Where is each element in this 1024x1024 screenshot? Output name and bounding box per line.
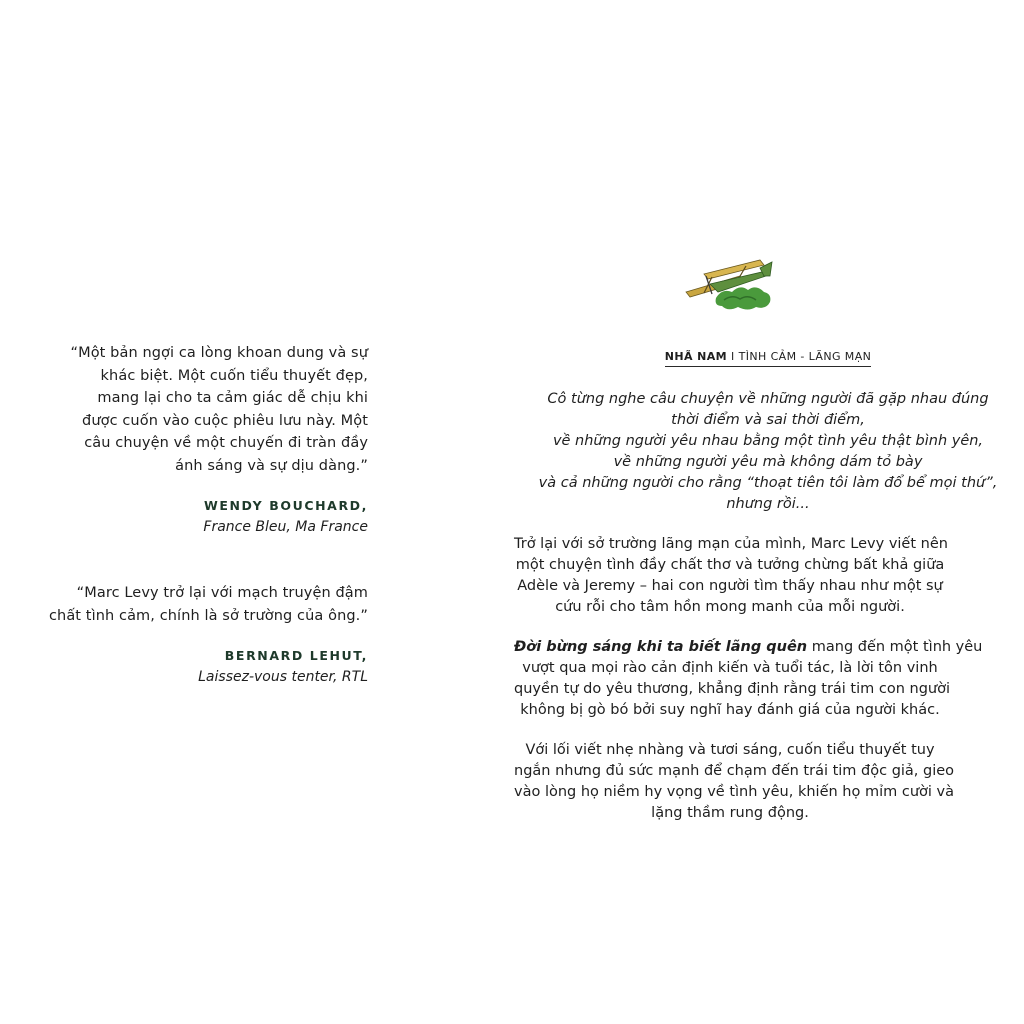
quote-text <box>38 582 368 627</box>
paragraph-line: quyền tự do yêu thương, khẳng định rằng trái tim con người <box>514 681 951 697</box>
paragraph-line: Adèle và Jeremy – hai con người tìm thấy nhau như một sự <box>517 578 943 594</box>
paragraph-line: Trở lại với sở trường lãng mạn của mình, Marc Levy viết nên <box>514 536 948 552</box>
paragraph-line <box>514 637 983 658</box>
quote-source: Laissez-vous tenter, RTL <box>198 669 368 685</box>
intro-line: về những người yêu nhau bằng một tình yêu thật bình yên, <box>552 433 984 449</box>
quote-line: chất tình cảm, chính là sở trường của ông.” <box>48 607 368 624</box>
quote-author: BERNARD LEHUT, <box>224 648 368 663</box>
publisher-name: NHÃ NAM <box>664 350 727 363</box>
description-paragraph-2 <box>514 637 983 721</box>
intro-line: về những người yêu mà không dám tỏ bày <box>613 454 923 470</box>
quote-line: “Marc Levy trở lại với mạch truyện đậm <box>76 585 368 601</box>
quote-source: France Bleu, Ma France <box>203 519 368 535</box>
description-paragraph-3 <box>514 740 955 824</box>
genre-category: TÌNH CẢM - LÃNG MẠN <box>738 350 872 363</box>
paragraph-line: không bị gò bó bởi suy nghĩ hay đánh giá của người khác. <box>520 702 940 718</box>
right-page <box>512 0 1024 1024</box>
paragraph-line: lặng thầm rung động. <box>651 805 809 821</box>
publisher-separator: I <box>730 350 735 363</box>
paragraph-line: vượt qua mọi rào cản định kiến và tuổi tác, là lời tôn vinh <box>522 660 938 676</box>
intro-line: Cô từng nghe câu chuyện về những người đã gặp nhau đúng <box>547 391 989 407</box>
intro-text <box>512 389 1024 515</box>
quote-wendy-bouchard <box>38 342 368 538</box>
paragraph-line: một chuyện tình đầy chất thơ và tưởng chừng bất khả giữa <box>515 557 945 573</box>
quote-line: khác biệt. Một cuốn tiểu thuyết đẹp, <box>100 367 368 384</box>
paragraph-line: cứu rỗi cho tâm hồn mong manh của mỗi người. <box>555 599 905 615</box>
book-title: Đời bừng sáng khi ta biết lãng quên <box>514 639 808 655</box>
publisher-category-line <box>512 350 1024 367</box>
quote-line: “Một bản ngợi ca lòng khoan dung và sự <box>70 345 368 361</box>
intro-line: thời điểm và sai thời điểm, <box>671 412 865 428</box>
paragraph-line: Với lối viết nhẹ nhàng và tươi sáng, cuốn tiểu thuyết tuy <box>525 742 935 758</box>
intro-line: nhưng rồi... <box>726 496 810 512</box>
paragraph-line: vào lòng họ niềm hy vọng về tình yêu, khiến họ mỉm cười và <box>514 784 954 800</box>
biplane-icon <box>682 254 774 314</box>
intro-line: và cả những người cho rằng “thoạt tiên tôi làm đổ bể mọi thứ”, <box>538 475 998 491</box>
quote-line: câu chuyện về một chuyến đi tràn đầy <box>84 435 368 451</box>
quote-author: WENDY BOUCHARD, <box>203 498 368 513</box>
quote-line: mang lại cho ta cảm giác dễ chịu khi <box>97 390 368 406</box>
quote-line: được cuốn vào cuộc phiêu lưu này. Một <box>82 412 368 429</box>
quote-text <box>38 342 368 477</box>
quote-bernard-lehut <box>38 582 368 688</box>
description-paragraph-1 <box>514 534 946 618</box>
paragraph-line: ngắn nhưng đủ sức mạnh để chạm đến trái tim độc giả, gieo <box>514 763 955 779</box>
quote-line: ánh sáng và sự dịu dàng.” <box>175 457 368 474</box>
paragraph-text: mang đến một tình yêu <box>807 639 983 655</box>
